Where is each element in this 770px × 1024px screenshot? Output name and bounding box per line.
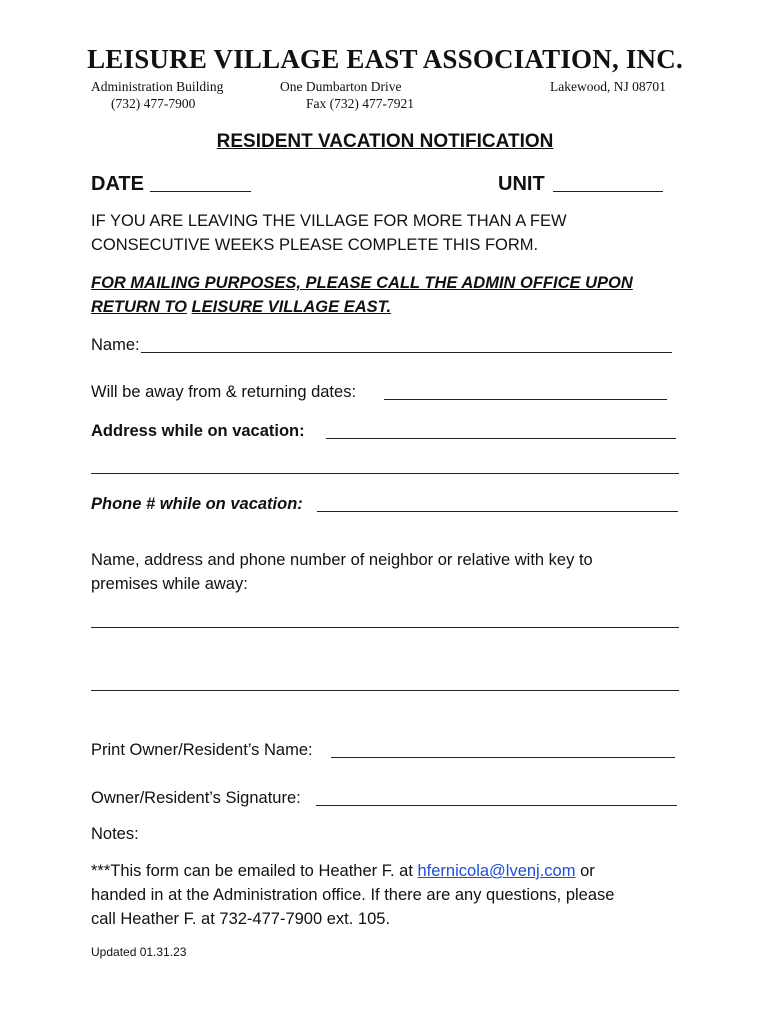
name-field[interactable] <box>141 352 672 353</box>
unit-label: UNIT <box>498 173 545 195</box>
admin-phone: (732) 477-7900 <box>111 96 196 111</box>
phone-label: Phone # while on vacation: <box>91 495 303 513</box>
print-name-label: Print Owner/Resident’s Name: <box>91 741 313 759</box>
name-label: Name: <box>91 336 140 354</box>
city-state-zip: Lakewood, NJ 08701 <box>550 79 666 94</box>
notes-label: Notes: <box>91 825 139 843</box>
unit-field[interactable] <box>553 191 663 192</box>
print-name-field[interactable] <box>331 757 675 758</box>
admin-building: Administration Building <box>91 79 224 94</box>
form-title: RESIDENT VACATION NOTIFICATION <box>216 131 554 152</box>
phone-field[interactable] <box>317 511 678 512</box>
intro-line-1: IF YOU ARE LEAVING THE VILLAGE FOR MORE THAN A FEW <box>91 212 567 230</box>
fax-number: Fax (732) 477-7921 <box>306 96 414 111</box>
mailing-notice-village: LEISURE VILLAGE EAST. <box>191 298 392 316</box>
address-label: Address while on vacation: <box>91 422 305 440</box>
email-link[interactable]: hfernicola@lvenj.com <box>417 862 576 880</box>
neighbor-field-line-2[interactable] <box>91 690 679 691</box>
mailing-notice-line-2 <box>91 295 391 319</box>
address-field[interactable] <box>326 438 676 439</box>
signature-label: Owner/Resident’s Signature: <box>91 789 301 807</box>
date-label: DATE <box>91 173 144 195</box>
address-field-line-2[interactable] <box>91 473 679 474</box>
org-name: LEISURE VILLAGE EAST ASSOCIATION, INC. <box>87 44 683 74</box>
mailing-notice-line-1: FOR MAILING PURPOSES, PLEASE CALL THE ADMIN OFFICE UPON <box>91 274 633 292</box>
street-address: One Dumbarton Drive <box>280 79 402 94</box>
email-instruction-line <box>91 859 595 883</box>
signature-field[interactable] <box>316 805 677 806</box>
neighbor-field-line-1[interactable] <box>91 627 679 628</box>
neighbor-line-2: premises while away: <box>91 575 248 593</box>
handed-in-line: handed in at the Administration office. If there are any questions, please <box>91 886 615 904</box>
email-instruction-or: or <box>580 862 595 880</box>
dates-label: Will be away from & returning dates: <box>91 383 357 401</box>
dates-field[interactable] <box>384 399 667 400</box>
updated-date: Updated 01.31.23 <box>91 945 187 959</box>
mailing-notice-return-to: RETURN TO <box>91 298 187 316</box>
date-field[interactable] <box>150 191 251 192</box>
neighbor-line-1: Name, address and phone number of neighbor or relative with key to <box>91 551 593 569</box>
email-instruction-text: ***This form can be emailed to Heather F. at <box>91 862 413 880</box>
call-line: call Heather F. at 732-477-7900 ext. 105. <box>91 910 391 928</box>
intro-line-2: CONSECUTIVE WEEKS PLEASE COMPLETE THIS FORM. <box>91 236 539 254</box>
